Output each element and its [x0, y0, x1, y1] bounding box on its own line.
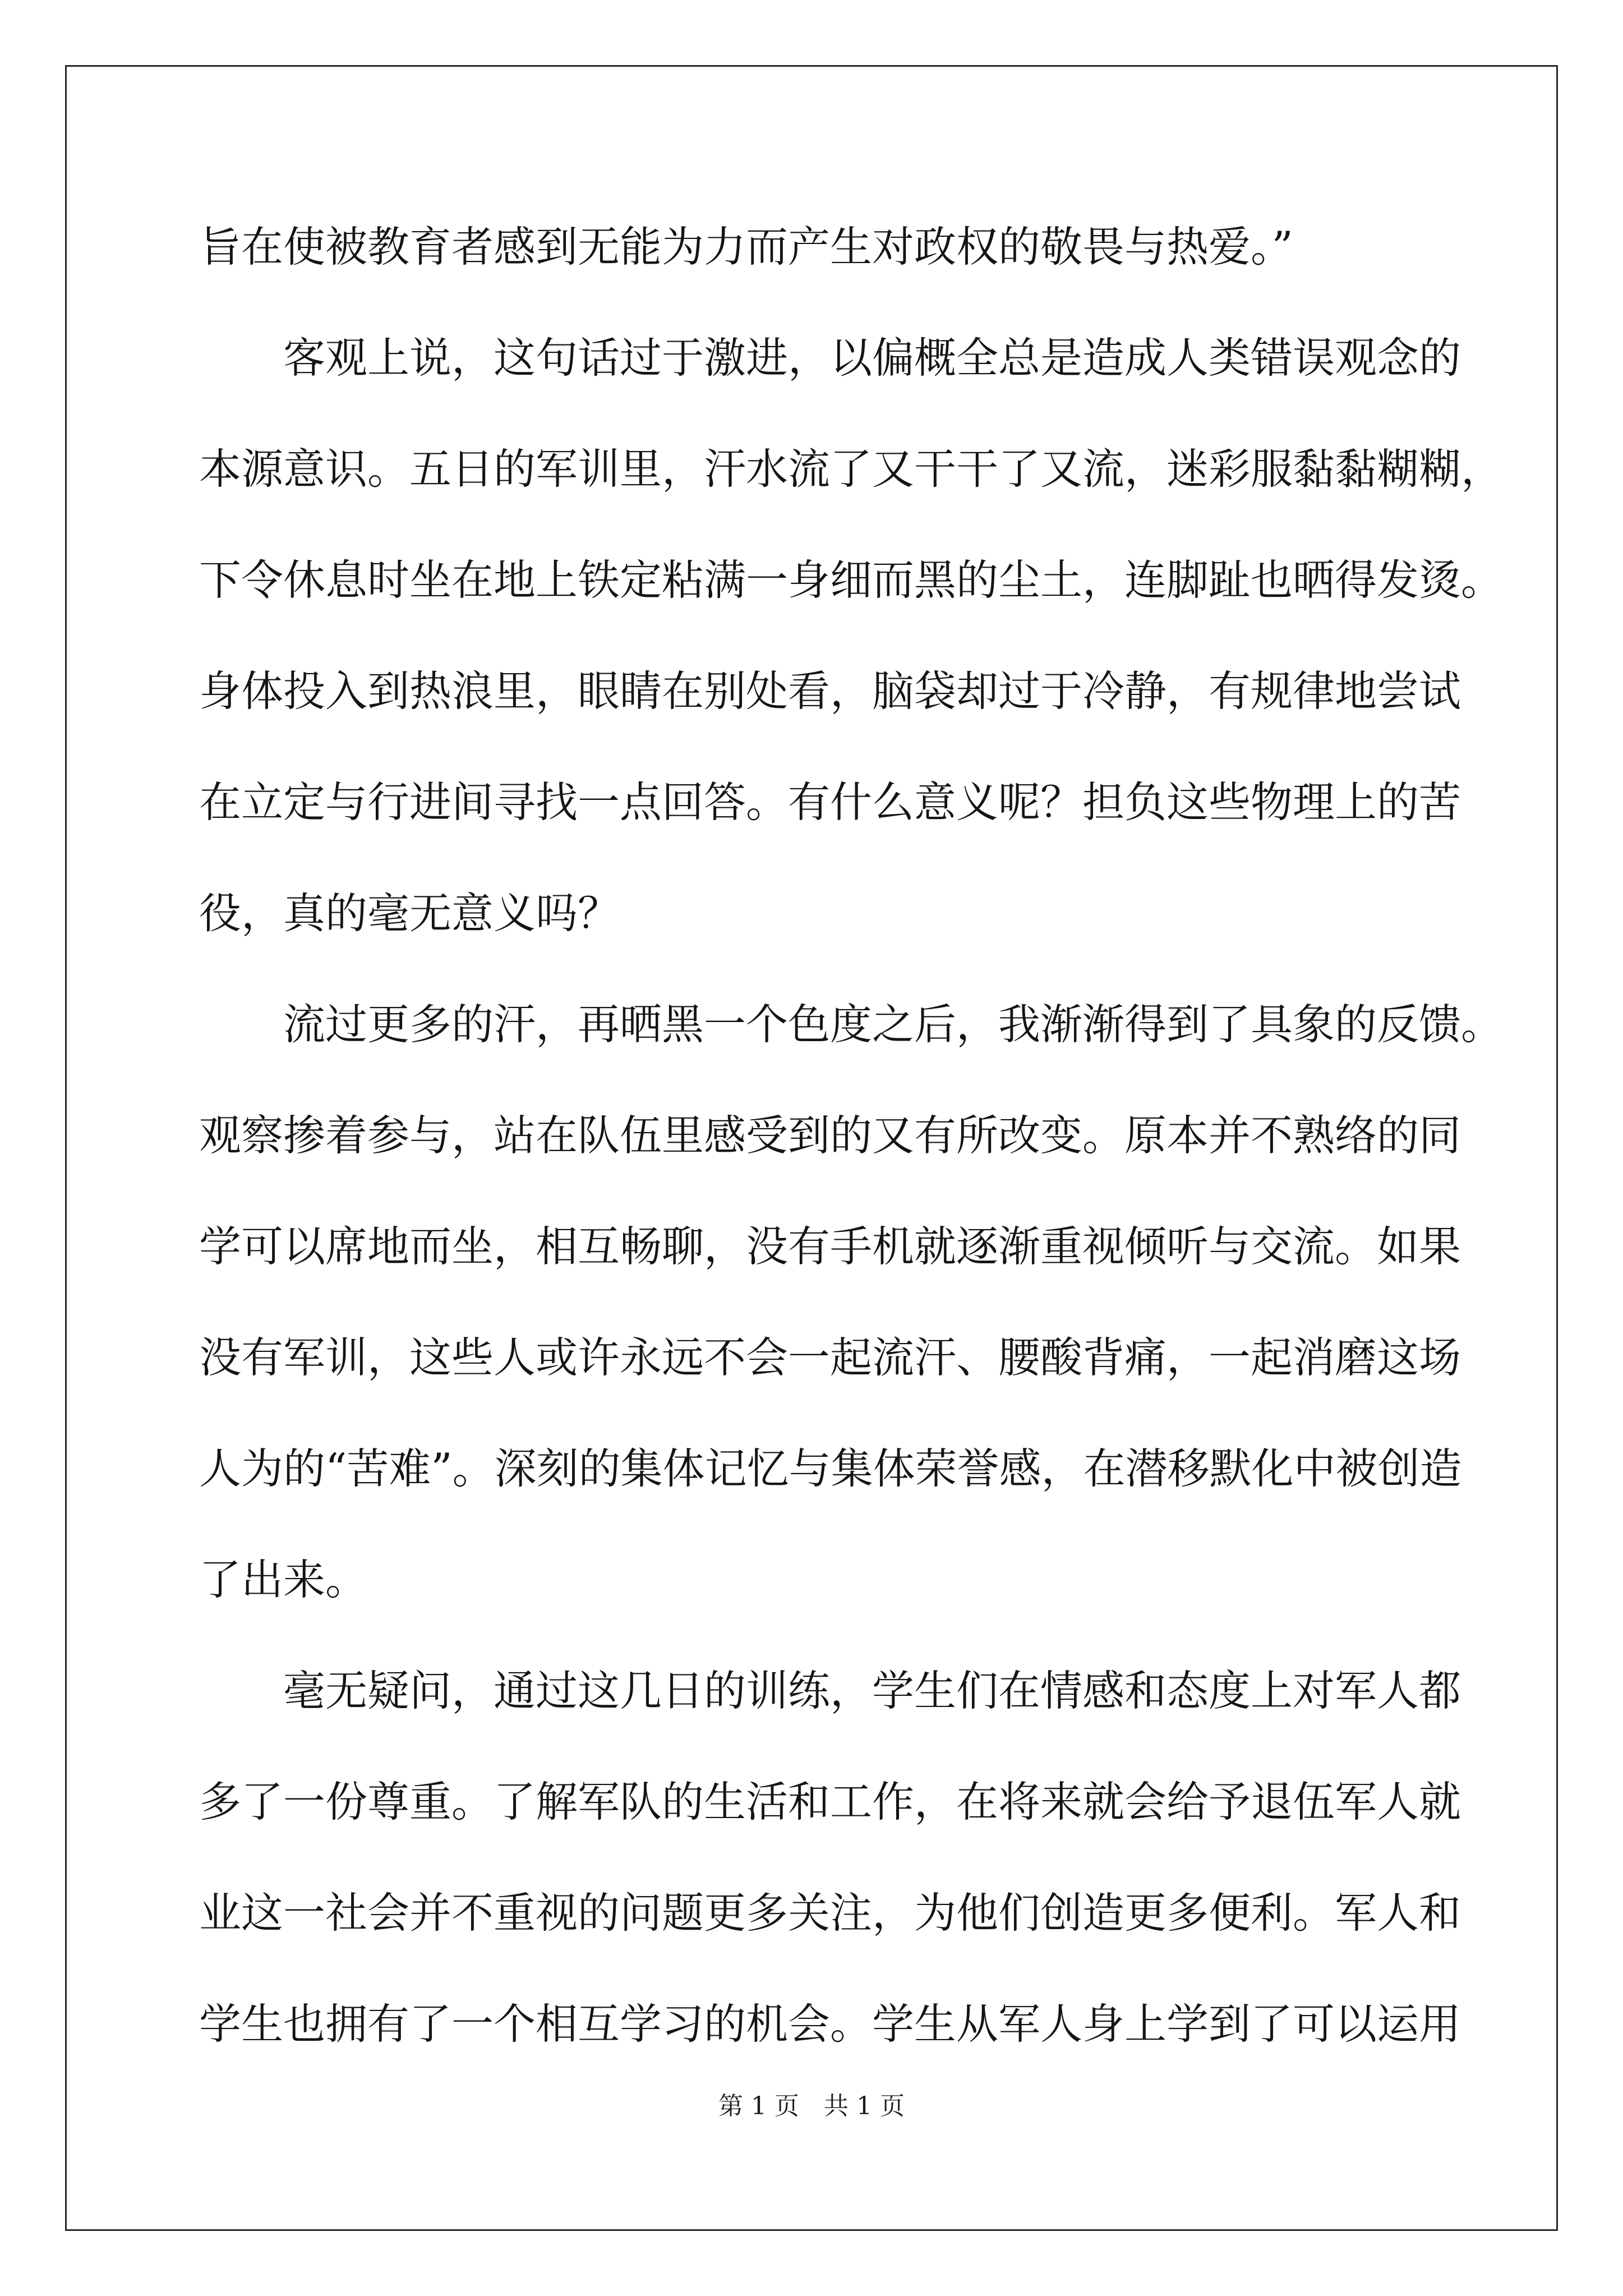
page-number-footer: 第 1 页 共 1 页	[718, 2092, 905, 2120]
paragraph-line: 学生也拥有了一个相互学习的机会。学生从军人身上学到了可以运用	[199, 1999, 1461, 2049]
paragraph-line: 多了一份尊重。了解军队的生活和工作，在将来就会给予退伍军人就	[199, 1777, 1461, 1826]
paragraph-line: 下令休息时坐在地上铁定粘满一身细而黑的尘土，连脚趾也晒得发烫。	[199, 555, 1504, 605]
paragraph-line: 身体投入到热浪里，眼睛在别处看，脑袋却过于冷静，有规律地尝试	[199, 666, 1461, 716]
paragraph-line: 客观上说，这句话过于激进，以偏概全总是造成人类错误观念的	[283, 333, 1461, 383]
paragraph-line: 役，真的毫无意义吗？	[199, 889, 620, 938]
paragraph-line: 本源意识。五日的军训里，汗水流了又干干了又流，迷彩服黏黏糊糊，	[199, 444, 1504, 494]
paragraph-line: 业这一社会并不重视的问题更多关注，为他们创造更多便利。军人和	[199, 1888, 1461, 1938]
paragraph-line: 人为的“苦难”。深刻的集体记忆与集体荣誉感，在潜移默化中被创造	[199, 1444, 1462, 1493]
paragraph-line: 学可以席地而坐，相互畅聊，没有手机就逐渐重视倾听与交流。如果	[199, 1222, 1461, 1271]
paragraph-line: 没有军训，这些人或许永远不会一起流汗、腰酸背痛，一起消磨这场	[199, 1333, 1461, 1382]
paragraph-line: 观察掺着参与，站在队伍里感受到的又有所改变。原本并不熟络的同	[199, 1111, 1461, 1160]
paragraph-line: 毫无疑问，通过这几日的训练，学生们在情感和态度上对军人都	[283, 1666, 1461, 1715]
paragraph-line: 在立定与行进间寻找一点回答。有什么意义呢？担负这些物理上的苦	[199, 777, 1461, 827]
paragraph-line: 流过更多的汗，再晒黑一个色度之后，我渐渐得到了具象的反馈。	[283, 1000, 1504, 1049]
paragraph-line: 了出来。	[199, 1555, 368, 1604]
paragraph-line: 旨在使被教育者感到无能为力而产生对政权的敬畏与热爱。”	[199, 222, 1293, 272]
